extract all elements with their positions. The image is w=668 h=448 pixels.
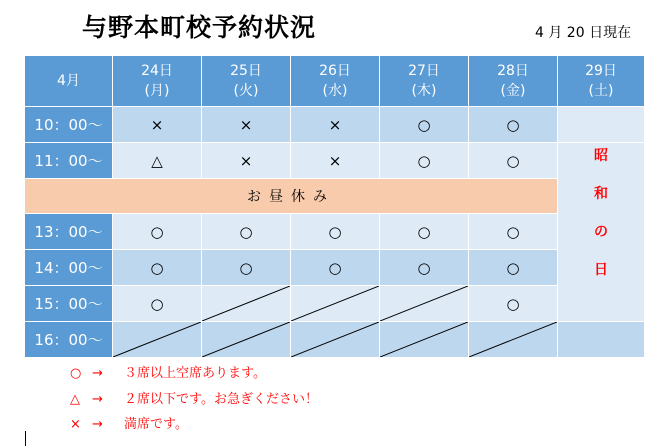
arrow-icon: → <box>92 392 103 407</box>
availability-cell: ○ <box>291 250 380 286</box>
availability-cell: ○ <box>380 250 469 286</box>
availability-cell: × <box>202 107 291 143</box>
legend-text: ３席以上空席あります。 <box>124 366 266 381</box>
availability-cell: × <box>291 143 380 179</box>
legend-symbol: △ <box>70 392 80 407</box>
holiday-char: の <box>594 224 608 240</box>
legend-symbol: × <box>70 417 81 432</box>
availability-cell: × <box>202 143 291 179</box>
time-label: 13：00～ <box>25 214 113 250</box>
availability-cell: ○ <box>469 286 558 322</box>
closed-cell <box>469 322 558 358</box>
availability-cell: ○ <box>202 250 291 286</box>
closed-cell <box>291 322 380 358</box>
availability-cell: ○ <box>291 214 380 250</box>
time-label: 16：00～ <box>25 322 113 358</box>
arrow-icon: → <box>92 417 103 432</box>
availability-cell: × <box>291 107 380 143</box>
availability-cell: ○ <box>380 143 469 179</box>
status-date: 4 月 20 日現在 <box>535 25 632 41</box>
availability-cell: △ <box>113 143 202 179</box>
time-row <box>25 143 645 179</box>
closed-cell <box>202 286 291 322</box>
holiday-char: 和 <box>594 186 608 202</box>
page-title: 与野本町校予約状況 <box>82 13 317 42</box>
time-row <box>25 214 645 250</box>
day-header: 26日 (水) <box>291 56 380 107</box>
closed-cell <box>291 286 380 322</box>
lunch-row <box>25 179 645 214</box>
legend-item <box>70 413 188 432</box>
closed-cell <box>113 322 202 358</box>
time-row <box>25 107 645 143</box>
availability-cell: ○ <box>469 214 558 250</box>
availability-cell: × <box>113 107 202 143</box>
day-header: 28日 (金) <box>469 56 558 107</box>
availability-cell: ○ <box>380 214 469 250</box>
time-label: 14：00～ <box>25 250 113 286</box>
availability-cell: ○ <box>113 286 202 322</box>
time-label: 11：00～ <box>25 143 113 179</box>
availability-cell: ○ <box>469 250 558 286</box>
availability-cell: ○ <box>202 214 291 250</box>
holiday-char: 日 <box>594 262 608 278</box>
closed-cell <box>202 322 291 358</box>
availability-cell: ○ <box>380 107 469 143</box>
closed-cell <box>380 286 469 322</box>
availability-cell: ○ <box>113 214 202 250</box>
legend-text: ２席以下です。お急ぎください！ <box>124 392 318 407</box>
day-header: 24日 (月) <box>113 56 202 107</box>
holiday-char: 昭 <box>594 148 608 164</box>
legend-text: 満席です。 <box>124 417 188 432</box>
time-row <box>25 322 645 358</box>
time-row <box>25 286 645 322</box>
legend-item <box>70 362 266 381</box>
holiday-cell <box>558 143 645 322</box>
month-header: 4月 <box>25 56 113 107</box>
empty-cell <box>558 107 645 143</box>
day-header: 25日 (火) <box>202 56 291 107</box>
time-label: 15：00～ <box>25 286 113 322</box>
lunch-label: お昼休み <box>25 179 558 214</box>
availability-cell: ○ <box>469 107 558 143</box>
arrow-icon: → <box>92 366 103 381</box>
availability-cell: ○ <box>469 143 558 179</box>
schedule-table <box>24 55 645 358</box>
day-header: 29日 (土) <box>558 56 645 107</box>
closed-cell <box>380 322 469 358</box>
header-row <box>25 56 645 107</box>
legend-symbol: ○ <box>70 366 82 381</box>
availability-cell: ○ <box>113 250 202 286</box>
time-row <box>25 250 645 286</box>
empty-cell <box>558 322 645 358</box>
legend-item <box>70 388 318 407</box>
day-header: 27日 (木) <box>380 56 469 107</box>
time-label: 10：00～ <box>25 107 113 143</box>
text-cursor <box>25 431 26 446</box>
